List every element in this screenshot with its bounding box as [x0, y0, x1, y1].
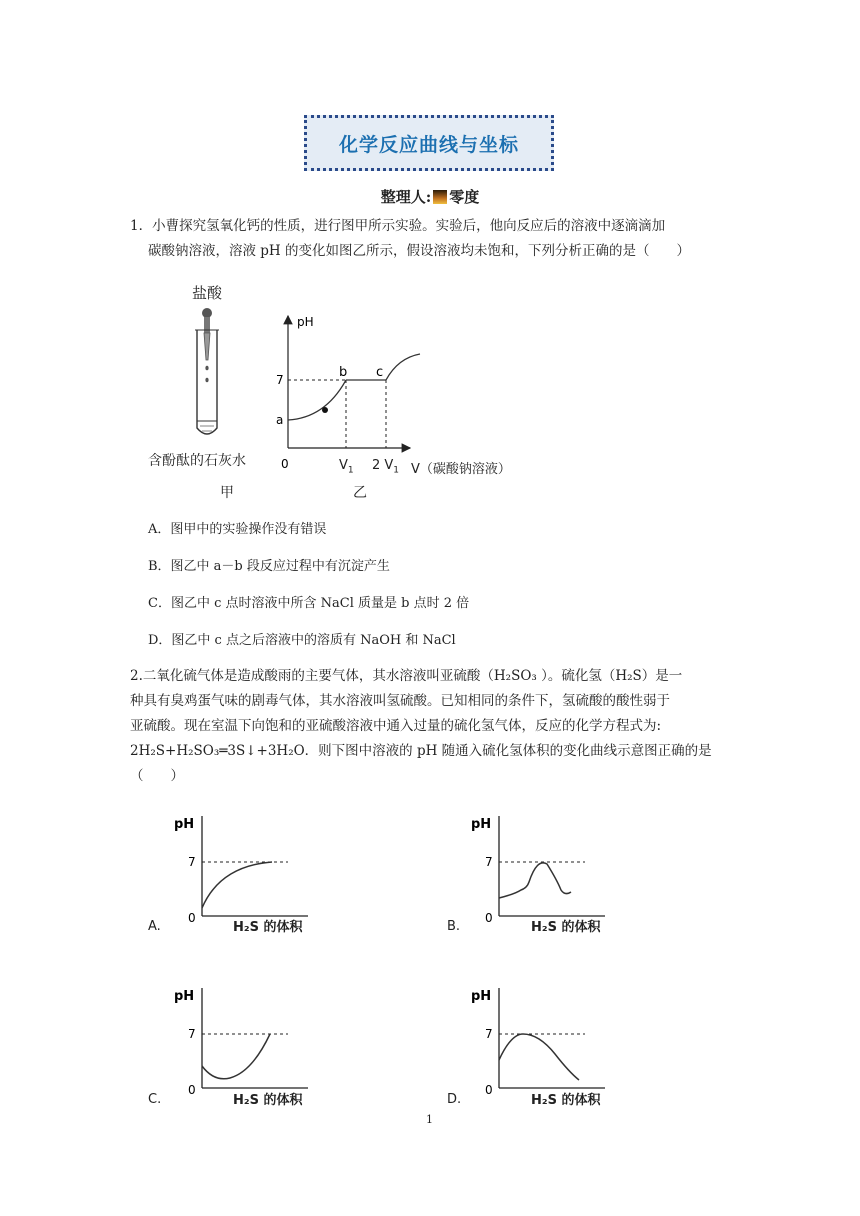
q1-line2: 碳酸钠溶液，溶液 pH 的变化如图乙所示，假设溶液均未饱和，下列分析正确的是（ ）: [148, 243, 690, 259]
graph-a: [168, 808, 318, 933]
xlabel-yi: V（碳酸钠溶液）: [411, 462, 511, 477]
graph-d-xlabel: H₂S 的体积: [531, 1093, 601, 1108]
q1-option-b: B．图乙中 a－b 段反应过程中有沉淀产生: [148, 559, 390, 574]
q2-line5: （ ）: [130, 768, 184, 784]
svg-text:0: 0: [485, 1083, 493, 1097]
svg-text:7: 7: [485, 855, 493, 869]
ylabel: pH: [297, 315, 314, 329]
origin-label: 0: [281, 457, 289, 470]
curve-a-b: [288, 380, 346, 420]
point-b-label: b: [339, 365, 348, 380]
q1-option-a: A．图甲中的实验操作没有错误: [148, 522, 327, 537]
svg-text:0: 0: [188, 911, 196, 925]
svg-text:pH: pH: [471, 817, 492, 832]
svg-text:pH: pH: [471, 989, 492, 1004]
q2-line2: 种具有臭鸡蛋气味的剧毒气体，其水溶液叫氢硫酸。已知相同的条件下，氢硫酸的酸性弱于: [130, 693, 670, 709]
v1-tick: $V_1$: [339, 458, 354, 476]
svg-text:pH: pH: [174, 817, 195, 832]
fig-jia-caption: 甲: [220, 485, 234, 501]
choice-d-label: D.: [447, 1092, 462, 1107]
compiler-label: 整理人:: [380, 188, 432, 206]
mid-point: [322, 407, 328, 413]
graph-c: [168, 980, 318, 1105]
page-number: 1: [426, 1113, 433, 1126]
curve-c: [202, 1034, 270, 1079]
tube-label: 含酚酞的石灰水: [148, 453, 246, 469]
page-title: 化学反应曲线与坐标: [338, 133, 519, 156]
v2-tick: 2 $V_1$: [372, 458, 400, 476]
q1-line1: 1．小曹探究氢氧化钙的性质，进行图甲所示实验。实验后，他向反应后的溶液中逐滴滴加: [130, 218, 666, 234]
choice-a-label: A.: [148, 919, 161, 934]
seven-label: 7: [276, 373, 284, 387]
curve-after-c: [386, 354, 420, 380]
svg-text:0: 0: [188, 1083, 196, 1097]
svg-text:7: 7: [485, 1027, 493, 1041]
graph-b-xlabel: H₂S 的体积: [531, 920, 601, 935]
fig-yi-caption: 乙: [353, 485, 367, 501]
curve-d: [499, 1034, 579, 1080]
ph-graph-yi: [270, 310, 540, 470]
test-tube-figure: [180, 300, 240, 445]
svg-text:pH: pH: [174, 989, 195, 1004]
q1-option-c: C．图乙中 c 点时溶液中所含 NaCl 质量是 b 点时 2 倍: [148, 596, 470, 611]
reagent-label: 盐酸: [192, 284, 223, 302]
choice-b-label: B.: [447, 919, 461, 934]
sunset-icon: [433, 190, 447, 204]
q2-line3: 亚硫酸。现在室温下向饱和的亚硫酸溶液中通入过量的硫化氢气体，反应的化学方程式为:: [130, 718, 662, 734]
q1-option-d: D．图乙中 c 点之后溶液中的溶质有 NaOH 和 NaCl: [148, 633, 456, 648]
choice-c-label: C.: [148, 1092, 162, 1107]
title-box: [304, 115, 554, 171]
curve-b: [499, 863, 571, 898]
point-c-label: c: [376, 365, 384, 380]
graph-d: [465, 980, 615, 1105]
svg-text:7: 7: [188, 855, 196, 869]
q2-line1: 2.二氧化硫气体是造成酸雨的主要气体，其水溶液叫亚硫酸（H₂SO₃ ）。硫化氢（H₂S）是一: [130, 668, 683, 684]
q2-line4: 2H₂S+H₂SO₃═3S↓+3H₂O．则下图中溶液的 pH 随通入硫化氢体积的变化曲线示意图正确的是: [130, 743, 712, 759]
graph-c-xlabel: H₂S 的体积: [233, 1093, 303, 1108]
compiler-line: [0, 186, 860, 207]
svg-text:7: 7: [188, 1027, 196, 1041]
curve-a: [202, 862, 272, 908]
svg-text:0: 0: [485, 911, 493, 925]
graph-a-xlabel: H₂S 的体积: [233, 920, 303, 935]
graph-b: [465, 808, 615, 933]
compiler-name: 零度: [449, 188, 480, 206]
point-a-label: a: [276, 413, 284, 427]
